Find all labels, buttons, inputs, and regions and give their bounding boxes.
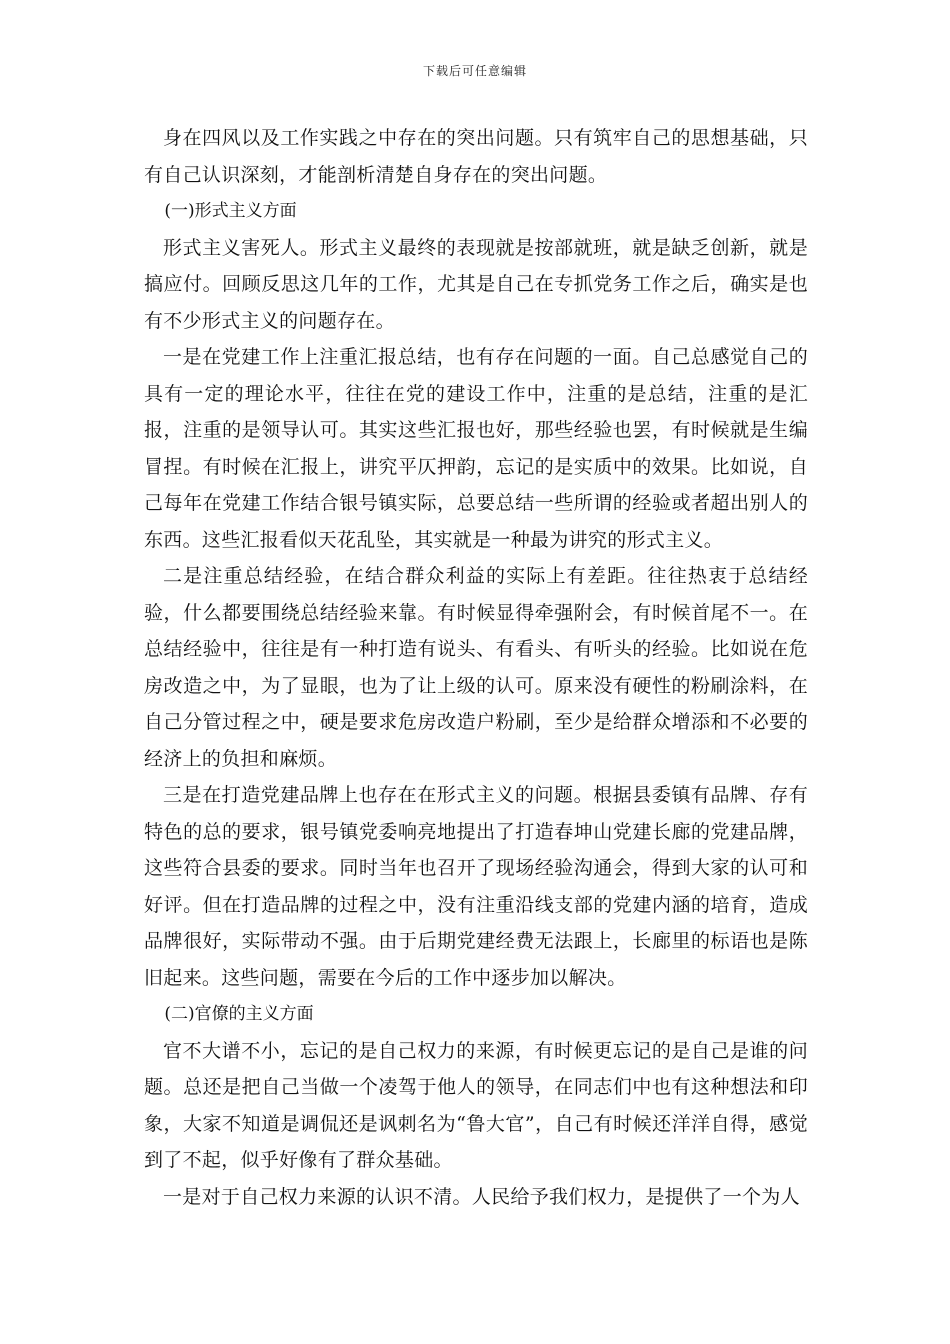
paragraph-point-three: 三是在打造党建品牌上也存在在形式主义的问题。根据县委镇有品牌、存有特色的总的要求，银号镇党委响亮地提出了打造春坤山党建长廊的党建品牌，这些符合县委的要求。同时当年也召开了现场经验沟通会，得到大家的认可和好评。但在打造品牌的过程之中，没有注重沿线支部的党建内涵的培育，造成品牌很好，实际带动不强。由于后期党建经费无法跟上，长廊里的标语也是陈旧起来。这些问题，需要在今后的工作中逐步加以解决。 (144, 784, 808, 989)
section-heading-formalism: (一)形式主义方面 (164, 201, 297, 221)
paragraph-bureaucratism-overview: 官不大谱不小，忘记的是自己权力的来源，有时候更忘记的是自己是谁的问题。总还是把自己当做一个凌驾于他人的领导，在同志们中也有这种想法和印象，大家不知道是调侃还是讽刺名为“鲁大官”，自己有时候还洋洋自得，感觉到了不起，似乎好像有了群众基础。 (144, 1039, 808, 1171)
paragraph-bureaucratism-point-one: 一是对于自己权力来源的认识不清。人民给予我们权力，是提供了一个为人 (163, 1185, 800, 1208)
section-heading-bureaucratism: (二)官僚的主义方面 (164, 1004, 314, 1024)
page-header-note: 下载后可任意编辑 (422, 64, 527, 78)
paragraph-formalism-overview: 形式主义害死人。形式主义最终的表现就是按部就班，就是缺乏创新，就是搞应付。回顾反思这几年的工作，尤其是自己在专抓党务工作之后，确实是也有不少形式主义的问题存在。 (144, 236, 808, 332)
paragraph-point-one: 一是在党建工作上注重汇报总结，也有存在问题的一面。自己总感觉自己的具有一定的理论水平，往往在党的建设工作中，注重的是总结，注重的是汇报，注重的是领导认可。其实这些汇报也好，那些经验也罢，有时候就是生编冒捏。有时候在汇报上，讲究平仄押韵，忘记的是实质中的效果。比如说，自己每年在党建工作结合银号镇实际，总要总结一些所谓的经验或者超出别人的东西。这些汇报看似天花乱坠，其实就是一种最为讲究的形式主义。 (144, 346, 808, 551)
document-body (144, 120, 808, 1215)
paragraph-intro: 身在四风以及工作实践之中存在的突出问题。只有筑牢自己的思想基础，只有自己认识深刻，才能剖析清楚自身存在的突出问题。 (144, 127, 808, 186)
paragraph-point-two: 二是注重总结经验，在结合群众利益的实际上有差距。往往热衷于总结经验，什么都要围绕总结经验来靠。有时候显得牵强附会，有时候首尾不一。在总结经验中，往往是有一种打造有说头、有看头、有听头的经验。比如说在危房改造之中，为了显眼，也为了让上级的认可。原来没有硬性的粉刷涂料，在自己分管过程之中，硬是要求危房改造户粉刷，至少是给群众增添和不必要的经济上的负担和麻烦。 (144, 565, 808, 770)
